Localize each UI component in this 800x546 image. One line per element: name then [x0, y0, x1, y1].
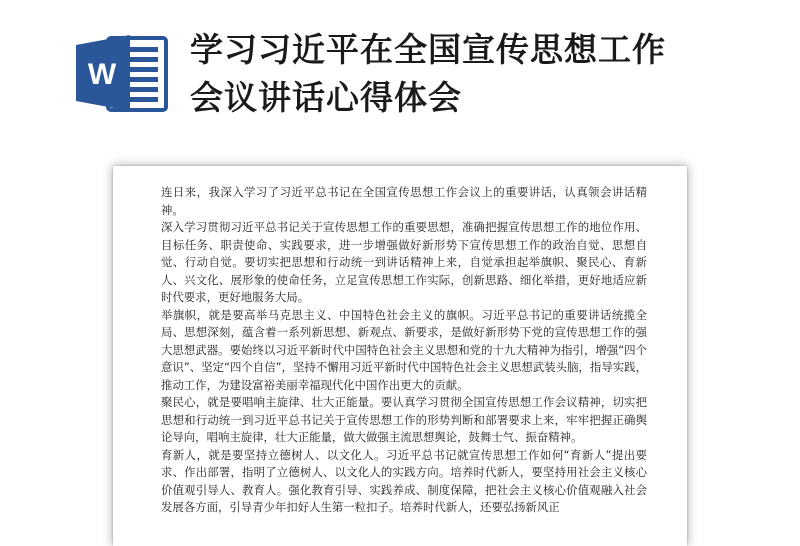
document-page [113, 166, 687, 546]
paragraph: 育新人，就是要坚持立德树人、以文化人。习近平总书记就宣传思想工作如何“育新人”提出要求、作出部署，指明了立德树人、以文化人的实践方向。培养时代新人，要坚持用社会主义核心价值观引导人、教育人。强化教育引导、实践养成、制度保障，把社会主义核心价值观融入社会发展各方面，引导青少年扣好人生第一粒扣子。培养时代新人，还要弘扬新风正 [161, 447, 647, 514]
paragraph: 深入学习贯彻习近平总书记关于宣传思想工作的重要思想，准确把握宣传思想工作的地位作用、目标任务、职责使命、实践要求，进一步增强做好新形势下宣传思想工作的政治自觉、思想自觉、行动自觉。要切实把思想和行动统一到讲话精神上来，自觉承担起举旗帜、聚民心、育新人、兴文化、展形象的使命任务，立足宣传思想工作实际，创新思路、细化举措，更好地适应新时代要求，更好地服务大局。 [161, 220, 647, 304]
paragraph: 聚民心，就是要唱响主旋律、壮大正能量。要认真学习贯彻全国宣传思想工作会议精神，切实把思想和行动统一到习近平总书记关于宣传思想工作的形势判断和部署要求上来，牢牢把握正确舆论导向，唱响主旋律，壮大正能量，做大做强主流思想舆论，鼓舞士气、振奋精神。 [161, 395, 647, 444]
paragraph: 举旗帜，就是要高举马克思主义、中国特色社会主义的旗帜。习近平总书记的重要讲话统揽全局、思想深刻，蕴含着一系列新思想、新观点、新要求，是做好新形势下党的宣传思想工作的强大思想武器。要始终以习近平新时代中国特色社会主义思想和党的十九大精神为指引，增强“四个意识”、坚定“四个自信”，坚持不懈用习近平新时代中国特色社会主义思想武装头脑，指导实践，推动工作，为建设富裕美丽幸福现代化中国作出更大的贡献。 [161, 307, 647, 392]
header [0, 0, 800, 160]
title-line-1: 学习习近平在全国宣传思想工作 [190, 30, 666, 69]
page-title [190, 26, 750, 122]
title-line-2: 会议讲话心得体会 [190, 78, 462, 117]
document-body [161, 184, 647, 517]
paragraph: 连日来，我深入学习了习近平总书记在全国宣传思想工作会议上的重要讲话，认真领会讲话精神。 [161, 185, 647, 217]
word-icon-letter: W [87, 58, 117, 91]
word-document-icon [74, 33, 170, 113]
